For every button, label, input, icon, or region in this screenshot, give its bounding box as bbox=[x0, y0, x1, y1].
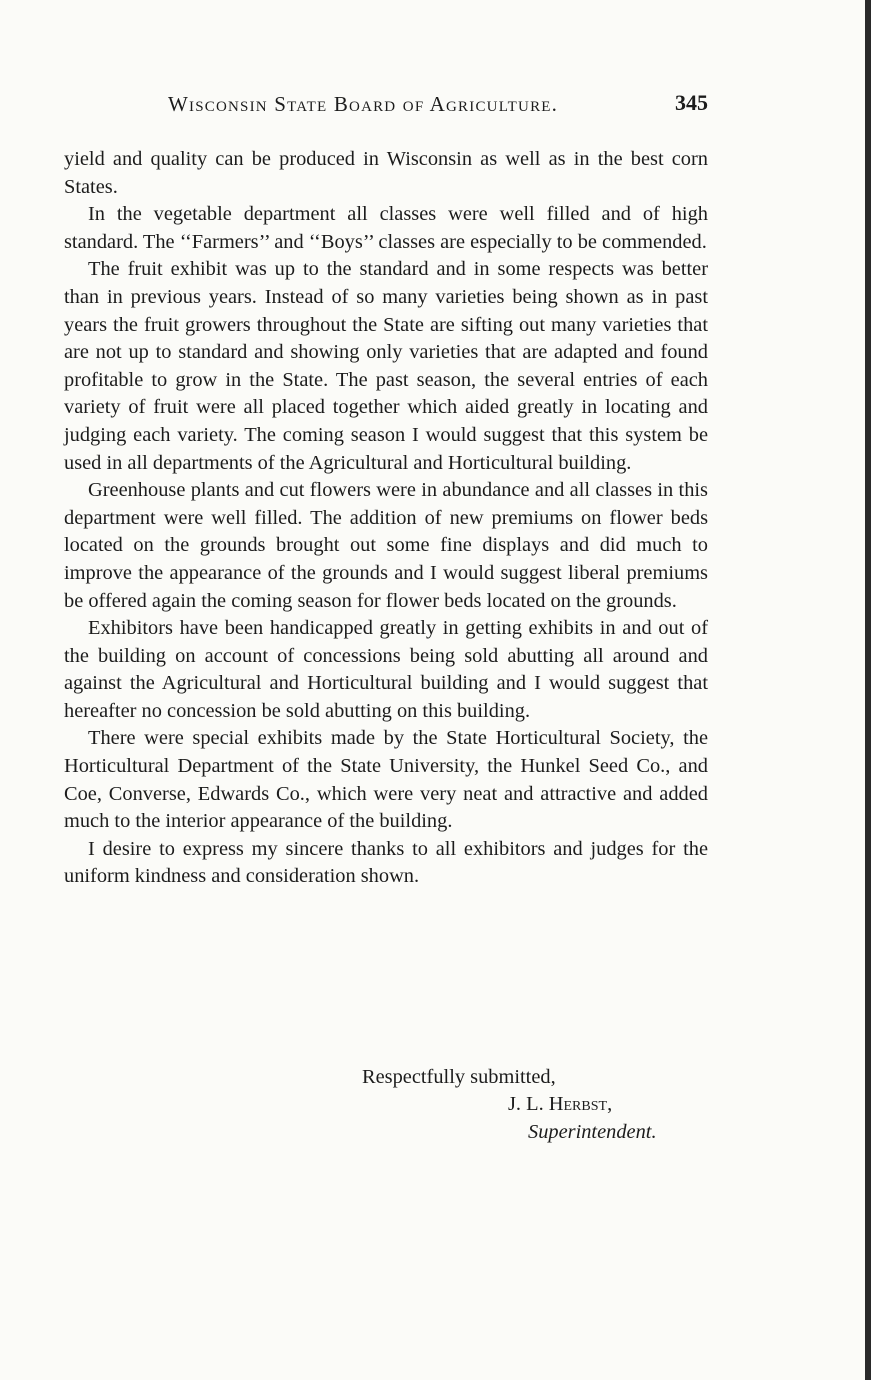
signatory-name: J. L. Herbst, bbox=[508, 1093, 613, 1115]
running-title: Wisconsin State Board of Agriculture. bbox=[168, 92, 559, 116]
paragraph: Exhibitors have been handicapped greatly in getting exhibits in and out of the building on account of concessions being sold abutting all around and against the Agricultural and Horticultural building and I would suggest that hereafter no concession be sold abutting on this building. bbox=[64, 617, 708, 722]
paragraph: I desire to express my sincere thanks to all exhibitors and judges for the uniform kindness and consideration shown. bbox=[64, 837, 708, 888]
paragraph: There were special exhibits made by the State Horticultural Society, the Horticultural Department of the State University, the Hunkel Seed Co., and Coe, Converse, Edwards Co., which were very neat and attractive and added much to the interior appearance of the building. bbox=[64, 727, 708, 833]
running-header bbox=[64, 88, 708, 122]
page-number: 345 bbox=[675, 90, 708, 115]
scan-edge bbox=[865, 0, 871, 1380]
signatory-title: Superintendent. bbox=[528, 1121, 657, 1143]
paragraph: yield and quality can be produced in Wisconsin as well as in the best corn States. bbox=[64, 148, 708, 198]
report-body bbox=[64, 146, 708, 891]
paragraph: Greenhouse plants and cut flowers were in abundance and all classes in this department were well filled. The addition of new premiums on flower beds located on the grounds brought out some fine displays and did much to improve the appearance of the grounds and I would suggest liberal premiums be offered again the coming season for flower beds located on the grounds. bbox=[64, 479, 708, 612]
closing-salutation: Respectfully submitted, bbox=[362, 1066, 556, 1088]
paragraph: In the vegetable department all classes were well filled and of high standard. The ‘‘Farmers’’ and ‘‘Boys’’ classes are especially to be commended. bbox=[64, 203, 708, 253]
paragraph: The fruit exhibit was up to the standard and in some respects was better than in previous years. Instead of so many varieties being shown as in past years the fruit growers throughout the State are sifting out many varieties that are not up to standard and showing only varieties that are adapted and found profitable to grow in the State. The past season, the several entries of each variety of fruit were all placed together which aided greatly in locating and judging each variety. The coming season I would suggest that this system be used in all departments of the Agricultural and Horticultural building. bbox=[64, 258, 708, 474]
